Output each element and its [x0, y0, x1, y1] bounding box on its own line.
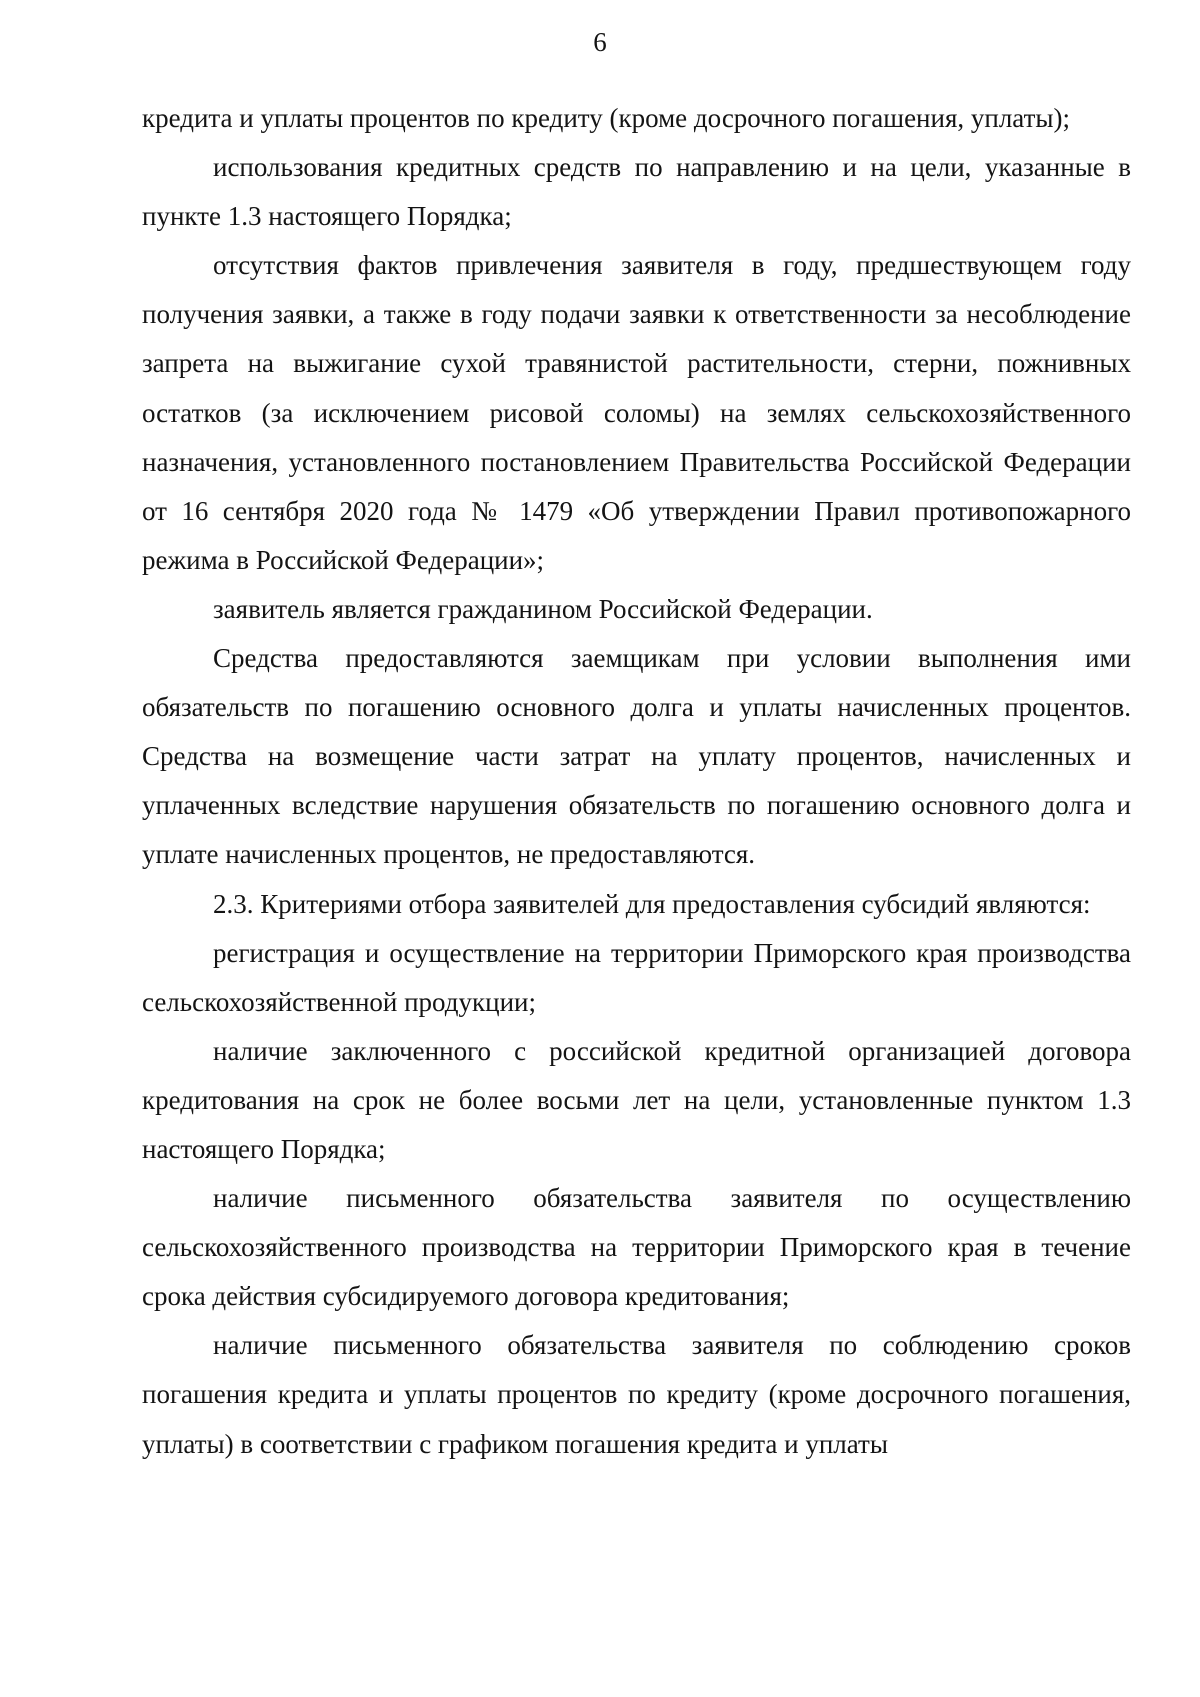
paragraph-funds-conditions: Средства предоставляются заемщикам при условии выполнения ими обязательств по погашению основного долга и уплаты начисленных процентов. Средства на возмещение части затрат на уплату процентов, начисленных и уплаченных вследствие нарушения обязательств по погашению основного долга и уплате начисленных процентов, не предоставляются. [142, 643, 1131, 870]
paragraph-continuation: кредита и уплаты процентов по кредиту (кроме досрочного погашения, уплаты); [142, 103, 1071, 133]
paragraph-production-obligation: наличие письменного обязательства заявителя по осуществлению сельскохозяйственного производства на территории Приморского края в течение срока действия субсидируемого договора кредитования; [142, 1183, 1131, 1312]
document-body [142, 94, 1131, 1469]
page-number: 6 [593, 27, 607, 57]
paragraph-credit-agreement: наличие заключенного с российской кредитной организацией договора кредитования на срок не более восьми лет на цели, установленные пунктом 1.3 настоящего Порядка; [142, 1035, 1131, 1164]
paragraph-credit-use: использования кредитных средств по направлению и на цели, указанные в пункте 1.3 настоящего Порядка; [142, 152, 1131, 232]
paragraph-repayment-obligation: наличие письменного обязательства заявителя по соблюдению сроков погашения кредита и уплаты процентов по кредиту (кроме досрочного погашения, уплаты) в соответствии с графиком погашения кредита и уплаты [142, 1330, 1131, 1459]
paragraph-registration: регистрация и осуществление на территории Приморского края производства сельскохозяйственной продукции; [142, 937, 1131, 1017]
paragraph-citizenship: заявитель является гражданином Российской Федерации. [213, 593, 873, 624]
paragraph-no-violations: отсутствия фактов привлечения заявителя в году, предшествующем году получения заявки, а также в году подачи заявки к ответственности за несоблюдение запрета на выжигание сухой травянистой растительности, стерни, пожнивных остатков (за исключением рисовой соломы) на землях сельскохозяйственного назначения, установленного постановлением Правительства Российской Федерации от 16 сентября 2020 года № 1479 «Об утверждении Правил противопожарного режима в Российской Федерации»; [142, 250, 1131, 575]
paragraph-section-2-3: 2.3. Критериями отбора заявителей для предоставления субсидий являются: [213, 888, 1091, 919]
